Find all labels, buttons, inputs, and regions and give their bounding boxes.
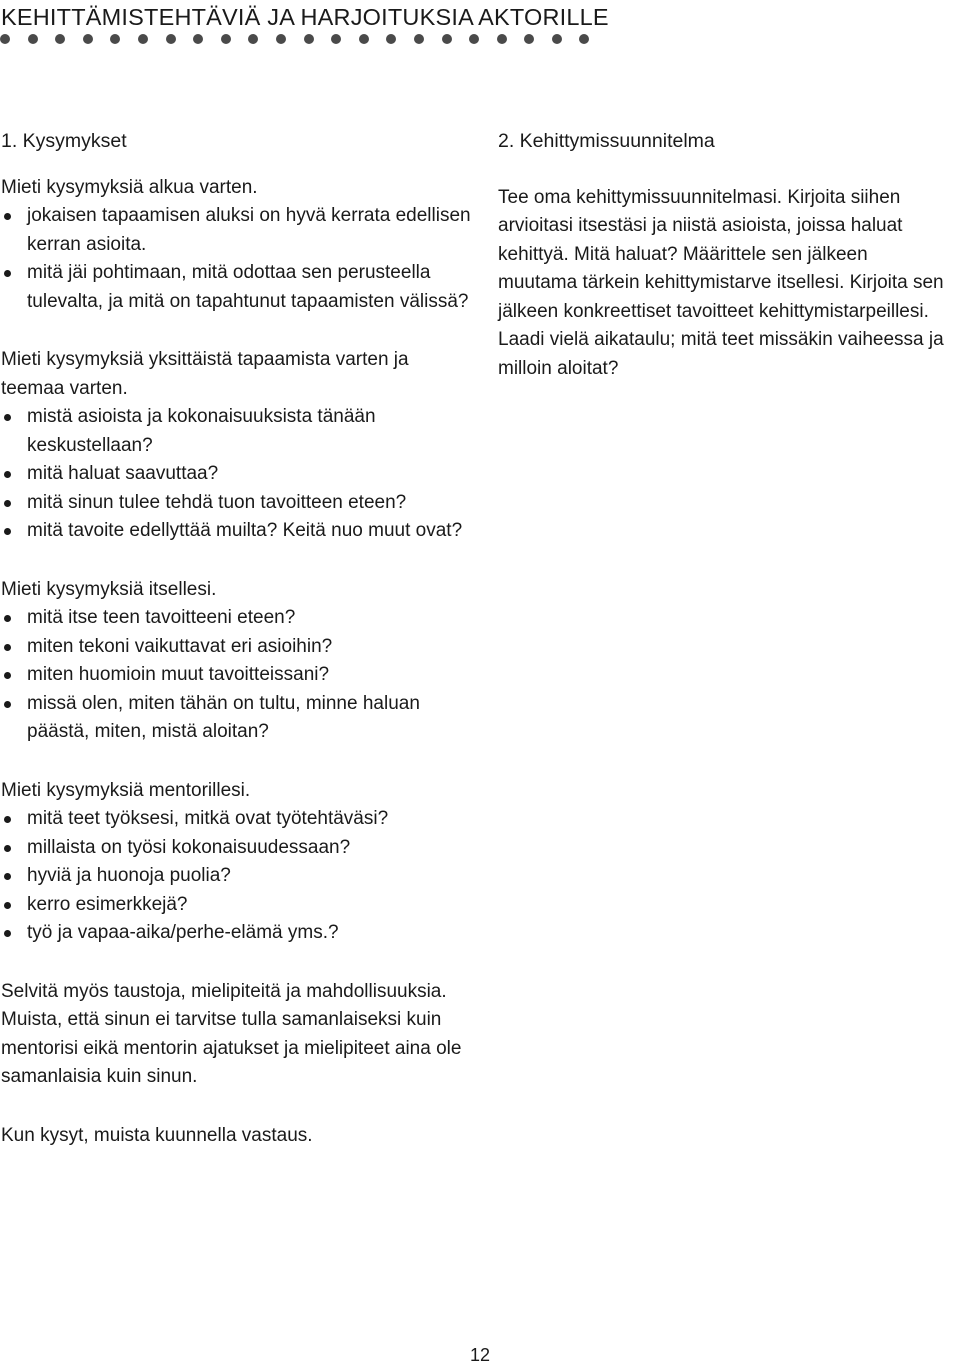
bullet-icon: [4, 672, 11, 679]
list-item: mistä asioista ja kokonaisuuksista tänään keskustellaan?: [1, 403, 471, 460]
divider-dot: [579, 34, 589, 44]
divider-dot: [193, 34, 203, 44]
divider-dot: [0, 34, 10, 44]
group-intro: Mieti kysymyksiä itsellesi.: [1, 578, 217, 600]
bullet-icon: [4, 414, 11, 421]
page-number: 12: [469, 1345, 491, 1365]
bullet-icon: [4, 213, 11, 220]
divider-dot: [276, 34, 286, 44]
bullet-list: [1, 403, 471, 546]
divider-dot: [110, 34, 120, 44]
page-header-title: KEHITTÄMISTEHTÄVIÄ JA HARJOITUKSIA AKTORILLE: [1, 4, 609, 30]
list-item: miten huomioin muut tavoitteissani?: [1, 661, 471, 690]
divider-dot: [248, 34, 258, 44]
divider-dot: [524, 34, 534, 44]
divider-dot: [331, 34, 341, 44]
bullet-icon: [4, 873, 11, 880]
divider-dot: [138, 34, 148, 44]
divider-dot: [469, 34, 479, 44]
development-plan-text: Tee oma kehittymissuunnitelmasi. Kirjoita siihen arvioitasi itsestäsi ja niistä asioista, joissa haluat kehittyä. Mitä haluat? Määrittele sen jälkeen muutama tärkein kehittymistarve itsellesi. Kirjoita sen jälkeen konkreettiset tavoitteet kehittymistarpeillesi. Laadi vielä aikataulu; mitä teet missäkin vaiheessa ja milloin aloitat?: [498, 186, 944, 379]
question-group-self: [1, 576, 471, 747]
group-intro: Mieti kysymyksiä mentorillesi.: [1, 779, 251, 801]
divider-dot: [497, 34, 507, 44]
list-item: mitä itse teen tavoitteeni eteen?: [1, 604, 471, 633]
bullet-list: [1, 805, 471, 948]
right-column: [498, 127, 950, 383]
list-item: miten tekoni vaikuttavat eri asioihin?: [1, 633, 471, 662]
list-item: työ ja vapaa-aika/perhe-elämä yms.?: [1, 919, 471, 948]
bullet-list: [1, 202, 471, 316]
bullet-icon: [4, 270, 11, 277]
divider-dot: [55, 34, 65, 44]
header-dot-divider: [0, 34, 607, 46]
divider-dot: [83, 34, 93, 44]
list-item: mitä jäi pohtimaan, mitä odottaa sen perusteella tulevalta, ja mitä on tapahtunut tapaamisten välissä?: [1, 259, 471, 316]
divider-dot: [414, 34, 424, 44]
bullet-icon: [4, 528, 11, 535]
list-item: mitä tavoite edellyttää muilta? Keitä nuo muut ovat?: [1, 517, 471, 546]
divider-dot: [28, 34, 38, 44]
divider-dot: [386, 34, 396, 44]
question-group-meeting: [1, 346, 471, 546]
list-item: millaista on työsi kokonaisuudessaan?: [1, 834, 471, 863]
closing-remark: Kun kysyt, muista kuunnella vastaus.: [1, 1124, 313, 1146]
bullet-icon: [4, 471, 11, 478]
list-item: missä olen, miten tähän on tultu, minne haluan päästä, miten, mistä aloitan?: [1, 690, 471, 747]
section-title-questions: 1. Kysymykset: [1, 130, 127, 152]
bullet-icon: [4, 615, 11, 622]
bullet-icon: [4, 644, 11, 651]
group-intro: Mieti kysymyksiä yksittäistä tapaamista varten ja teemaa varten.: [1, 349, 409, 399]
list-item: hyviä ja huonoja puolia?: [1, 862, 471, 891]
divider-dot: [166, 34, 176, 44]
bullet-icon: [4, 930, 11, 937]
bullet-icon: [4, 701, 11, 708]
divider-dot: [442, 34, 452, 44]
divider-dot: [304, 34, 314, 44]
bullet-icon: [4, 845, 11, 852]
bullet-icon: [4, 816, 11, 823]
bullet-icon: [4, 902, 11, 909]
list-item: kerro esimerkkejä?: [1, 891, 471, 920]
closing-paragraph: Selvitä myös taustoja, mielipiteitä ja mahdollisuuksia. Muista, että sinun ei tarvitse tulla samanlaiseksi kuin mentorisi eikä mentorin ajatukset ja mielipiteet aina ole samanlaisia kuin sinun.: [1, 980, 462, 1087]
bullet-list: [1, 604, 471, 747]
list-item: mitä teet työksesi, mitkä ovat työtehtäväsi?: [1, 805, 471, 834]
question-group-start: [1, 174, 471, 317]
divider-dot: [359, 34, 369, 44]
list-item: mitä haluat saavuttaa?: [1, 460, 471, 489]
divider-dot: [221, 34, 231, 44]
group-intro: Mieti kysymyksiä alkua varten.: [1, 176, 258, 198]
bullet-icon: [4, 500, 11, 507]
divider-dot: [552, 34, 562, 44]
list-item: mitä sinun tulee tehdä tuon tavoitteen eteen?: [1, 489, 471, 518]
list-item: jokaisen tapaamisen aluksi on hyvä kerrata edellisen kerran asioita.: [1, 202, 471, 259]
question-group-mentor: [1, 777, 471, 948]
left-column: [1, 127, 471, 1150]
section-title-development-plan: 2. Kehittymissuunnitelma: [498, 130, 715, 152]
